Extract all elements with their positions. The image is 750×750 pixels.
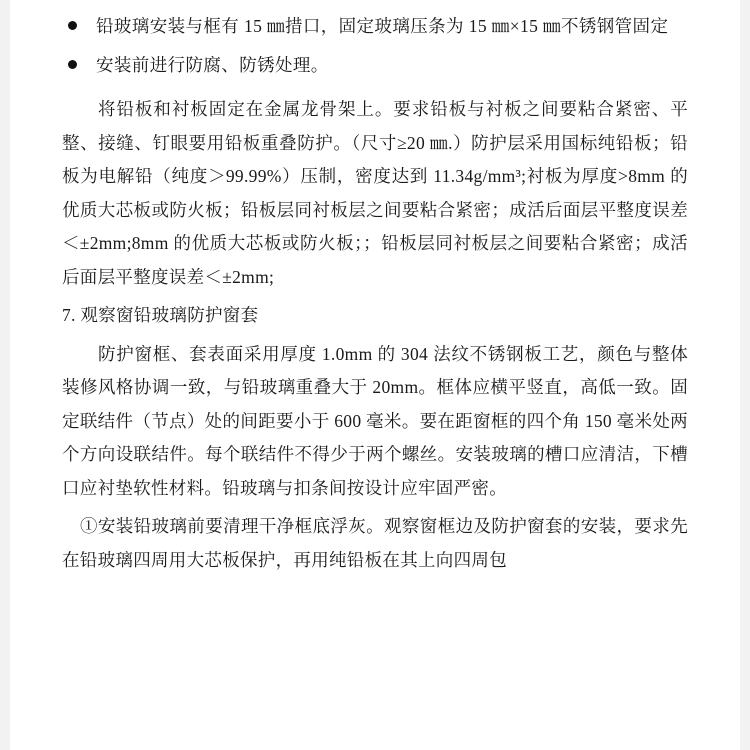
section-heading: 7. 观察窗铅玻璃防护窗套 [62, 305, 259, 325]
page-edge-right [740, 0, 750, 750]
page-edge-left [0, 0, 10, 750]
body-paragraph: 防护窗框、套表面采用厚度 1.0mm 的 304 法纹不锈钢板工艺，颜色与整体装修风格协调一致，与铅玻璃重叠大于 20mm。框体应横平竖直，高低一致。固定联结件（节点）处的间距要小于 600 毫米。要在距窗框的四个角 150 毫米处两个方向设联结件。每个联结件不得少于两个螺丝。安装玻璃的槽口应清洁，下槽口应衬垫软性材料。铅玻璃与扣条间按设计应牢固严密。 [62, 343, 688, 498]
body-paragraph: ①安装铅玻璃前要清理干净框底浮灰。观察窗框边及防护窗套的安装，要求先在铅玻璃四周用大芯板保护，再用纯铅板在其上向四周包 [62, 516, 688, 570]
bullet-item [62, 10, 688, 43]
bullet-item [62, 49, 688, 82]
bullet-text: 铅玻璃安装与框有 15 ㎜措口，固定玻璃压条为 15 ㎜×15 ㎜不锈钢管固定 [96, 16, 669, 36]
bullet-dot-icon [68, 21, 77, 30]
body-paragraph: 将铅板和衬板固定在金属龙骨架上。要求铅板与衬板之间要粘合紧密、平整、接缝、钉眼要用铅板重叠防护。（尺寸≥20 ㎜.）防护层采用国标纯铅板；铅板为电解铅（纯度＞99.99%）压制，密度达到 11.34g/mm³;衬板为厚度>8mm 的优质大芯板或防火板；铅板层同衬板层之间要粘合紧密；成活后面层平整度误差＜±2mm;8mm 的优质大芯板或防火板；；铅板层同衬板层之间要粘合紧密；成活后面层平整度误差＜±2mm; [62, 99, 688, 287]
bullet-dot-icon [68, 60, 77, 69]
bullet-text: 安装前进行防腐、防锈处理。 [96, 55, 329, 75]
